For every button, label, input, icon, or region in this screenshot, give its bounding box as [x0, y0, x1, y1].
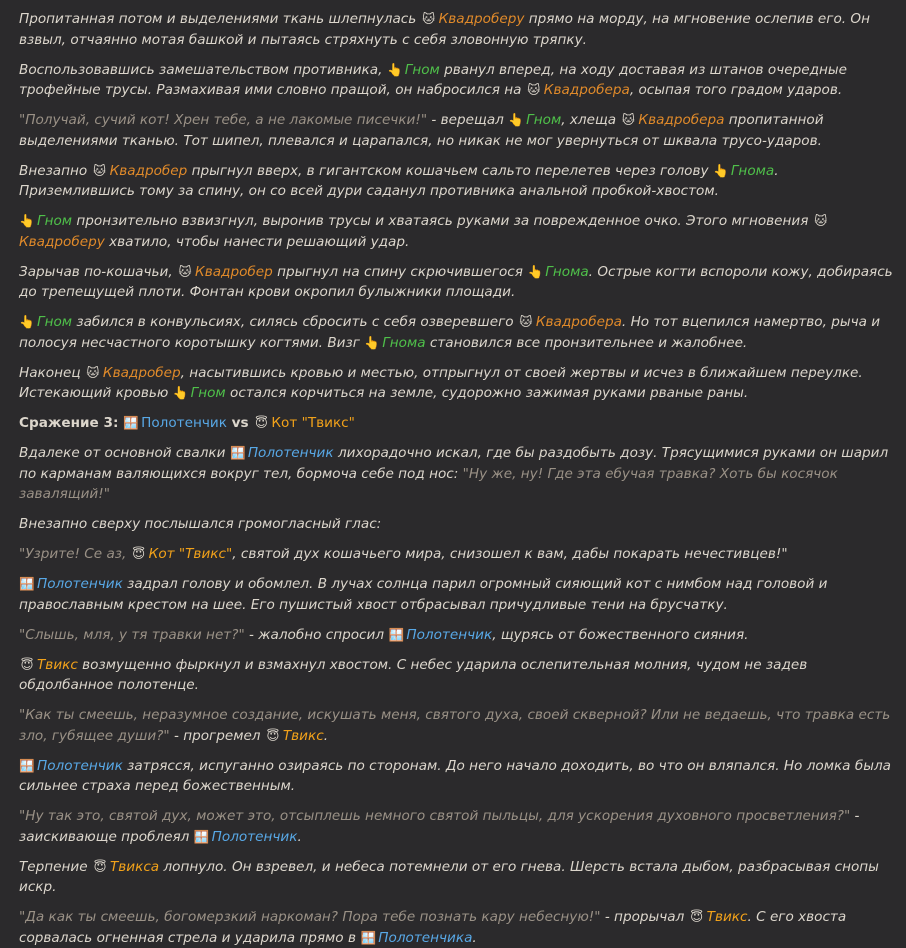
towel-icon: 🪟 [360, 928, 376, 948]
halo-smile-icon: 😇 [19, 655, 35, 676]
paragraph: "Да как ты смеешь, богомерзкий наркоман? Пора тебе познать кару небесную!" - прорычал 😇 Твикс. С его хвоста сорвалась огненная стрела и ударила прямо в 🪟 Полотенчика. [19, 907, 896, 948]
paragraph: Внезапно 🐱 Квадробер прыгнул вверх, в гигантском кошачьем сальто перелетев через голову 👆 Гнома. Приземлившись тому за спину, он со всей дури саданул противника анальной пробкой-хвостом. [19, 161, 896, 202]
name-cat: Квадробера [638, 112, 724, 128]
gnome-icon: 👆 [527, 262, 543, 283]
gnome-icon: 👆 [173, 383, 189, 404]
paragraph: "Слышь, мля, у тя травки нет?" - жалобно спросил 🪟 Полотенчик, щурясь от божественного сияния. [19, 625, 896, 646]
name-twix: Твикса [110, 859, 159, 875]
gnome-icon: 👆 [713, 161, 729, 182]
quote: "Узрите! Се аз, [19, 546, 126, 562]
paragraph: 🪟 Полотенчик затрясся, испуганно озираясь по сторонам. До него начало доходить, во что он вляпался. Но ломка была сильнее страха перед божественным. [19, 756, 896, 797]
name-cat: Квадроберу [19, 234, 105, 250]
quote: "Ну же, ну! Где эта ебучая травка? Хоть бы косячок завалящий!" [19, 466, 838, 503]
towel-icon: 🪟 [230, 443, 246, 464]
cat-icon: 🐱 [421, 9, 437, 30]
towel-icon: 🪟 [19, 756, 35, 777]
name-towel: Полотенчик [141, 415, 227, 431]
name-gnome: Гнома [382, 335, 425, 351]
gnome-icon: 👆 [19, 312, 35, 333]
name-towel: Полотенчик [37, 576, 123, 592]
halo-smile-icon: 😇 [253, 413, 269, 434]
towel-icon: 🪟 [388, 625, 404, 646]
name-towel: Полотенчик [37, 758, 123, 774]
cat-icon: 🐱 [177, 262, 193, 283]
cat-icon: 🐱 [518, 312, 534, 333]
cat-icon: 🐱 [620, 110, 636, 131]
paragraph: Вдалеке от основной свалки 🪟 Полотенчик лихорадочно искал, где бы раздобыть дозу. Трясущимися руками он шарил по карманам валяющихся вокруг тел, бормоча себе под нос: "Ну же, ну! Где эта ебучая травка? Хоть бы косячок завалящий!" [19, 443, 896, 505]
paragraph: Воспользовавшись замешательством противника, 👆 Гном рванул вперед, на ходу доставая из штанов очередные трофейные трусы. Размахивая ими словно пращой, он набросился на 🐱 Квадробера, осыпая того градом ударов. [19, 60, 896, 101]
paragraph: Внезапно сверху послышался громогласный глас: [19, 514, 896, 535]
name-towel: Полотенчик [406, 627, 492, 643]
towel-icon: 🪟 [123, 413, 139, 434]
name-twix: Кот "Твикс" [149, 546, 233, 562]
name-cat: Квадроберу [439, 11, 525, 27]
name-cat: Квадробер [110, 163, 188, 179]
halo-smile-icon: 😇 [92, 857, 108, 878]
quote: "Да как ты смеешь, богомерзкий наркоман? Пора тебе познать кару небесную!" [19, 909, 601, 925]
cat-icon: 🐱 [92, 161, 108, 182]
name-gnome: Гнома [731, 163, 774, 179]
halo-smile-icon: 😇 [131, 544, 147, 565]
name-gnome: Гнома [545, 264, 588, 280]
name-towel: Полотенчика [378, 930, 472, 946]
paragraph: Терпение 😇 Твикса лопнуло. Он взревел, и небеса потемнели от его гнева. Шерсть встала дыбом, разбрасывая снопы искр. [19, 857, 896, 898]
paragraph: 👆 Гном пронзительно взвизгнул, выронив трусы и хватаясь руками за поврежденное очко. Этого мгновения 🐱Квадроберу хватило, чтобы нанести решающий удар. [19, 211, 896, 252]
battle-heading: Сражение 3: 🪟 Полотенчик vs 😇 Кот "Твикс" [19, 413, 896, 434]
towel-icon: 🪟 [194, 827, 210, 848]
halo-smile-icon: 😇 [689, 907, 705, 928]
name-cat: Квадробер [195, 264, 273, 280]
paragraph: "Получай, сучий кот! Хрен тебе, а не лакомые писечки!" - верещал 👆 Гном, хлеща 🐱 Квадробера пропитанной выделениями тканью. Тот шипел, плевался и царапался, но никак не мог увернуться от шквала трусо-ударов. [19, 110, 896, 151]
paragraph: "Узрите! Се аз, 😇 Кот "Твикс", святой дух кошачьего мира, снизошел к вам, дабы покарать нечестивцев!" [19, 544, 896, 565]
name-twix: Твикс [37, 657, 78, 673]
quote: "Как ты смеешь, неразумное создание, искушать меня, святого духа, своей скверной? Или не ведаешь, что травка есть зло, губящее души?" [19, 707, 890, 744]
quote: "Получай, сучий кот! Хрен тебе, а не лакомые писечки!" [19, 112, 427, 128]
paragraph: "Ну так это, святой дух, может это, отсыплешь немного святой пыльцы, для ускорения духовного просветления?" - заискивающе проблеял 🪟 Полотенчик. [19, 806, 896, 847]
name-twix: Кот "Твикс" [271, 415, 355, 431]
name-gnome: Гном [37, 314, 72, 330]
paragraph: 🪟 Полотенчик задрал голову и обомлел. В лучах солнца парил огромный сияющий кот с нимбом над головой и православным крестом на шее. Его пушистый хвост отбрасывал причудливые тени на брусчатку. [19, 574, 896, 615]
gnome-icon: 👆 [364, 333, 380, 354]
paragraph: 👆 Гном забился в конвульсиях, силясь сбросить с себя озверевшего 🐱 Квадробера. Но тот вцепился намертво, рыча и полосуя несчастного коротышку когтями. Визг 👆 Гнома становился все пронзительнее и жалобнее. [19, 312, 896, 353]
name-cat: Квадробер [103, 365, 181, 381]
name-twix: Твикс [283, 728, 324, 744]
cat-icon: 🐱 [526, 80, 542, 101]
paragraph: Наконец 🐱 Квадробер, насытившись кровью и местью, отпрыгнул от своей жертвы и исчез в ближайшем переулке. Истекающий кровью 👆 Гном остался корчиться на земле, судорожно зажимая руками рваные раны. [19, 363, 896, 404]
name-gnome: Гном [191, 385, 226, 401]
paragraph: Пропитанная потом и выделениями ткань шлепнулась 🐱 Квадроберу прямо на морду, на мгновение ослепив его. Он взвыл, отчаянно мотая башкой и пытаясь стряхнуть с себя зловонную тряпку. [19, 9, 896, 50]
paragraph: "Как ты смеешь, неразумное создание, искушать меня, святого духа, своей скверной? Или не ведаешь, что травка есть зло, губящее души?" - прогремел 😇 Твикс. [19, 705, 896, 746]
name-cat: Квадробера [536, 314, 622, 330]
name-gnome: Гном [405, 62, 440, 78]
name-towel: Полотенчик [212, 829, 298, 845]
halo-smile-icon: 😇 [265, 726, 281, 747]
paragraph: Зарычав по-кошачьи, 🐱 Квадробер прыгнул на спину скрючившегося 👆 Гнома. Острые когти вспороли кожу, добираясь до трепещущей плоти. Фонтан крови окропил булыжники площади. [19, 262, 896, 303]
gnome-icon: 👆 [387, 60, 403, 81]
name-twix: Твикс [707, 909, 748, 925]
name-gnome: Гном [37, 213, 72, 229]
name-cat: Квадробера [544, 82, 630, 98]
quote: "Ну так это, святой дух, может это, отсыплешь немного святой пыльцы, для ускорения духовного просветления?" [19, 808, 850, 824]
gnome-icon: 👆 [508, 110, 524, 131]
cat-icon: 🐱 [813, 211, 829, 232]
gnome-icon: 👆 [19, 211, 35, 232]
name-gnome: Гном [526, 112, 561, 128]
paragraph: 😇 Твикс возмущенно фыркнул и взмахнул хвостом. С небес ударила ослепительная молния, чудом не задев обдолбанное полотенце. [19, 655, 896, 696]
name-towel: Полотенчик [248, 445, 334, 461]
cat-icon: 🐱 [85, 363, 101, 384]
quote: "Слышь, мля, у тя травки нет?" [19, 627, 245, 643]
towel-icon: 🪟 [19, 574, 35, 595]
